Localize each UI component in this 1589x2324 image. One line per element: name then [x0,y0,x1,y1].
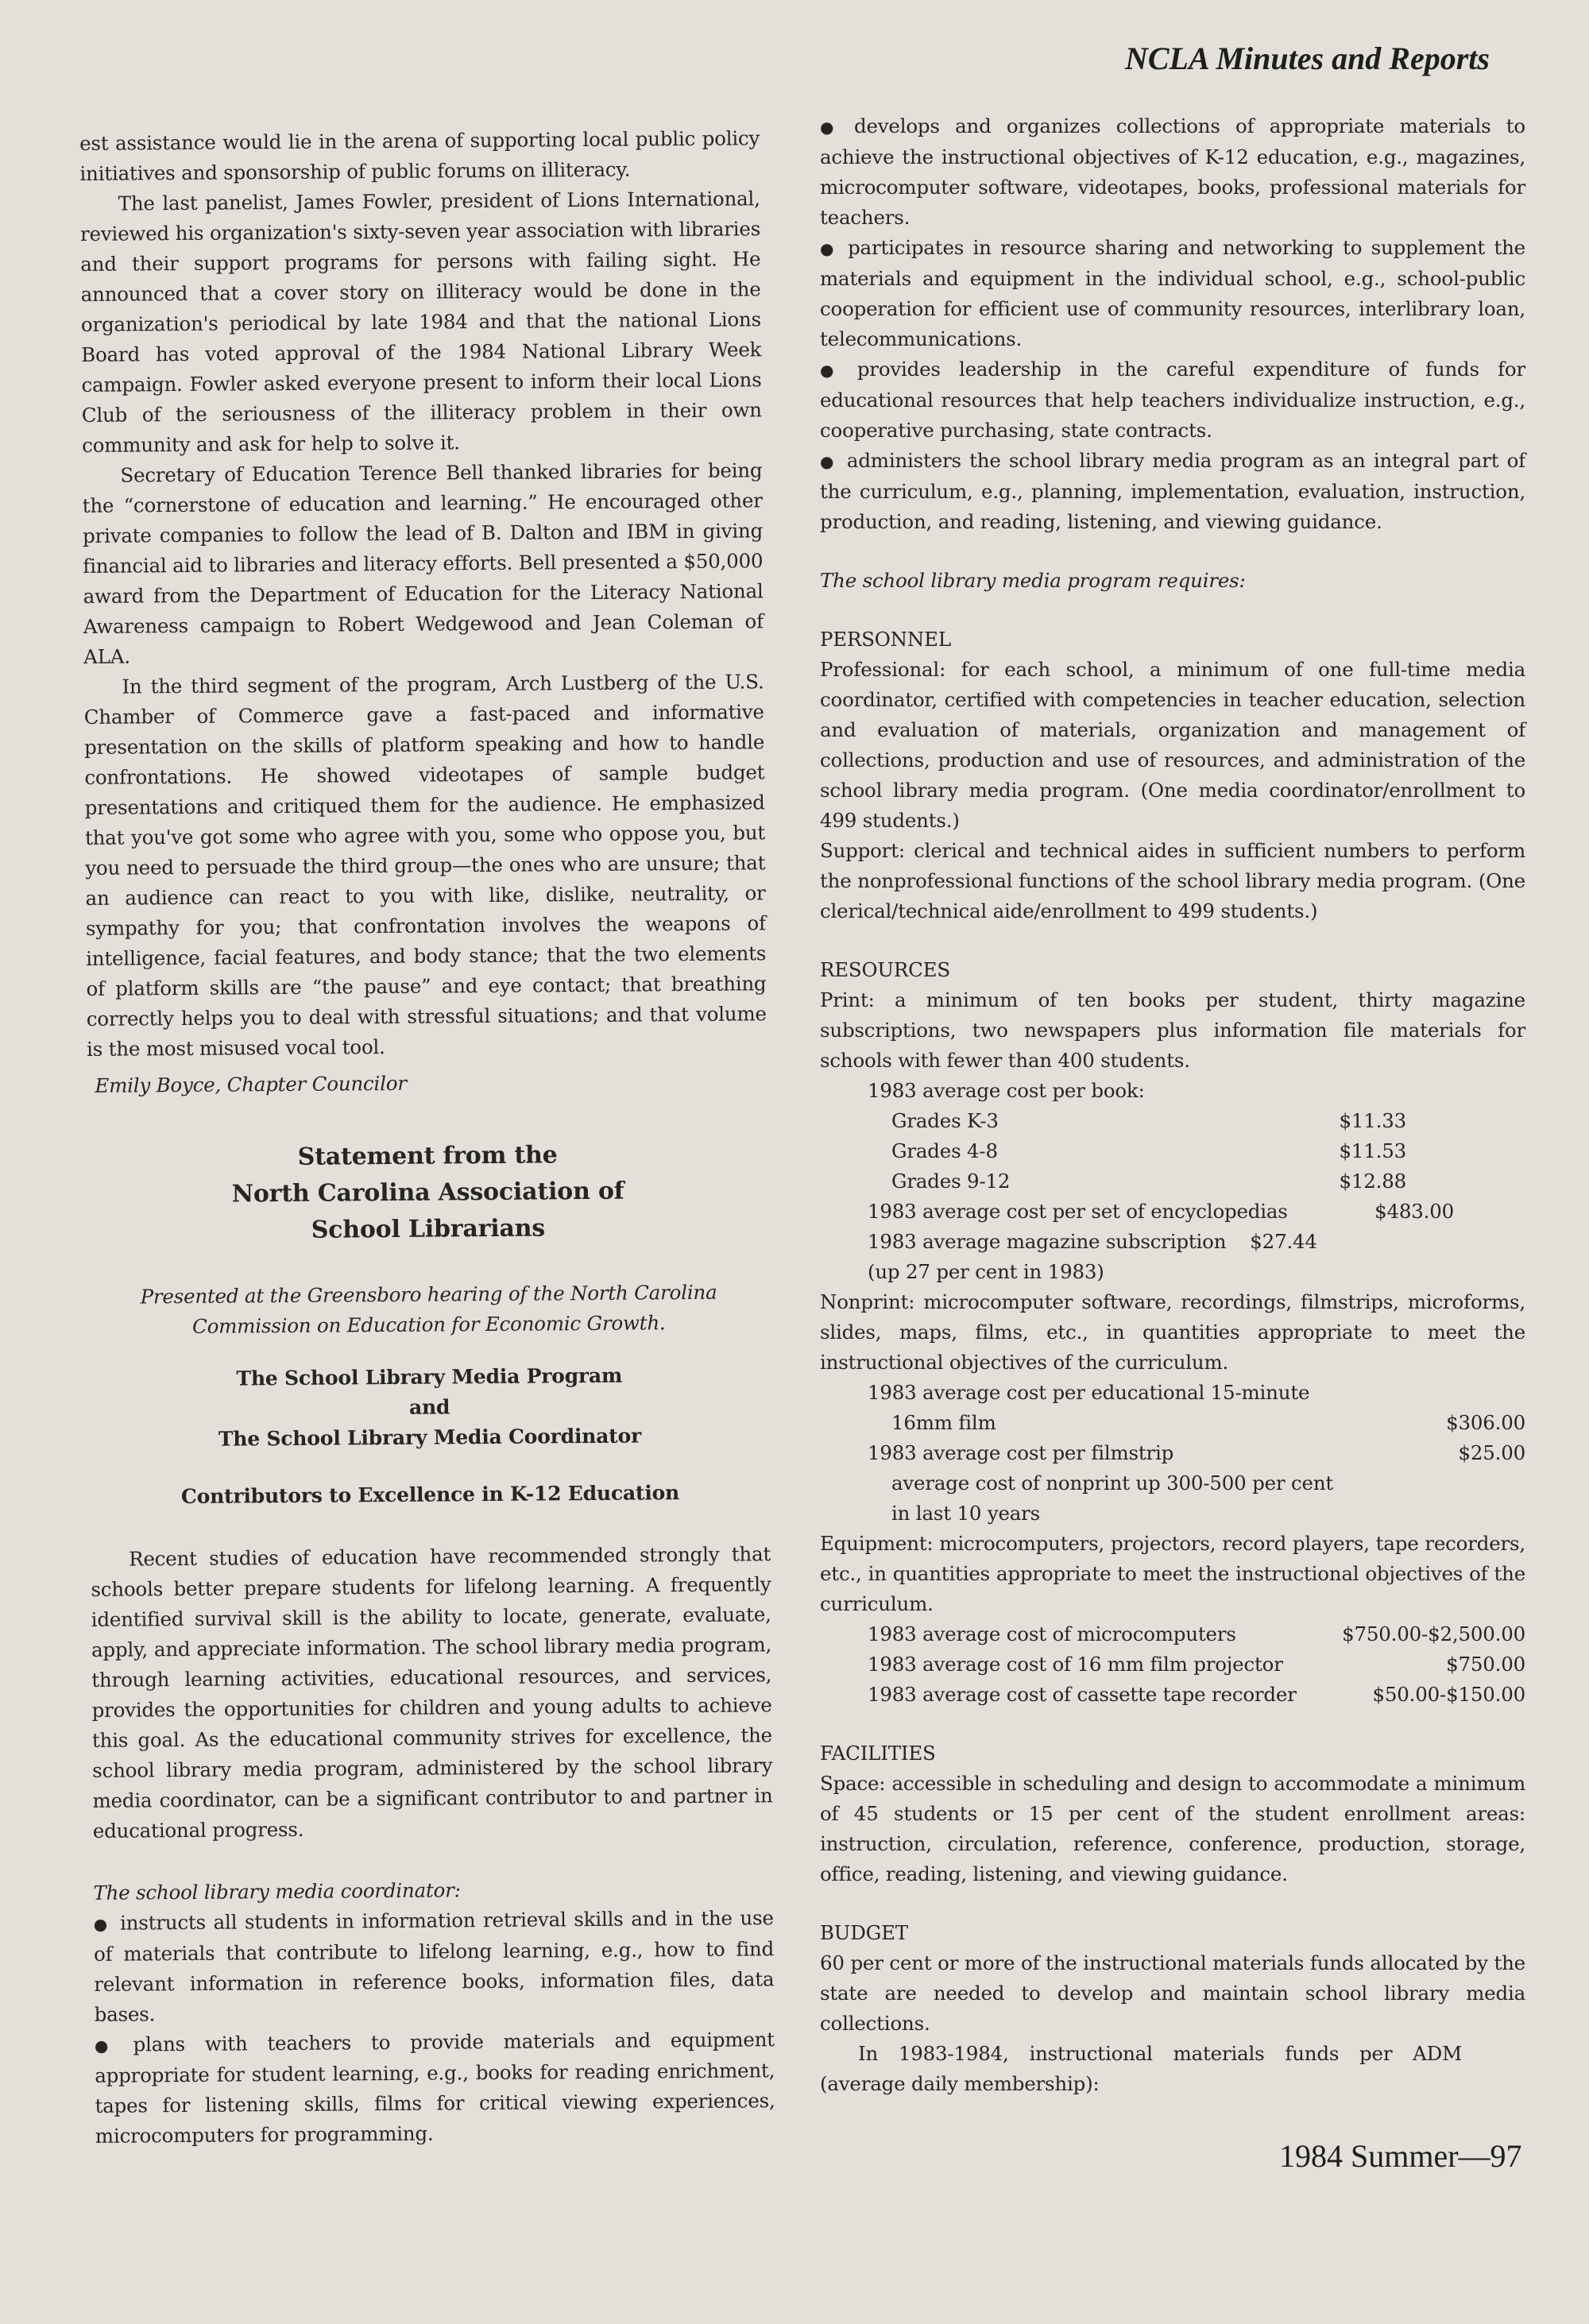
cost-item: 1983 average cost per set of encyclopedias [868,1200,1288,1223]
contributors-heading: Contributors to Excellence in K-12 Education [180,1481,680,1509]
cost-item: 1983 average magazine subscription [868,1230,1227,1253]
facilities-heading: FACILITIES [820,1742,936,1765]
bullet-item: ● plans with teachers to provide materials and equipment appropriate for student learning, e.g., books for reading enrichment, tapes for listening skills, films for critical viewing experiences, microcomputers for programming. [95,2024,775,2152]
paragraph: Space: accessible in scheduling and design to accommodate a minimum of 45 students or 15 per cent of the student enrollment areas: instruction, circulation, reference, conference, production, storage, office, reading, listening, and viewing guidance. [820,1772,1525,1885]
cost-row [820,1227,1525,1257]
cost-item: Grades 4-8 [891,1139,998,1162]
cost-item: 1983 average cost per filmstrip [868,1441,1174,1464]
subtitle-line: The School Library Media Program [236,1363,623,1390]
paragraph: Secretary of Education Terence Bell thanked libraries for being the “cornerstone of education and learning.” He encouraged other private companies to follow the lead of B. Dalton and IBM in giving financial aid to libraries and literacy efforts. Bell presented a $50,000 award from the Department of Education for the Literacy National Awareness campaign to Robert Wedgewood and Jean Coleman of ALA. [82,458,764,668]
cost-row [820,1619,1525,1649]
left-column [79,123,775,2152]
paragraph: 60 per cent or more of the instructional materials funds allocated by the state are needed to develop and maintain school library media collections. [820,1951,1525,2035]
cost-item: Grades K-3 [891,1109,999,1132]
paragraph: In 1983-1984, instructional materials funds per ADM (average daily membership): [820,2042,1462,2095]
resources-heading: RESOURCES [820,958,950,981]
program-subtitle [89,1359,770,1456]
paragraph: The last panelist, James Fowler, president of Lions International, reviewed his organization's sixty-seven year association with libraries and their support programs for persons with failing sight. He announced that a cover story on illiteracy would be done in the organization's periodical by late 1984 and that the national Lions Board has voted approval of the 1984 National Library Week campaign. Fowler asked everyone present to inform their local Lions Club of the seriousness of the illiteracy problem in their own community and ask for help to solve it. [79,187,762,457]
cost-value: $750.00-$2,500.00 [1342,1622,1525,1645]
paragraph: Equipment: microcomputers, projectors, record players, tape recorders, etc., in quantities appropriate to meet the instructional objectives of the curriculum. [820,1532,1525,1615]
cost-row [820,1136,1525,1166]
cost-row [820,1649,1525,1680]
coordinator-label: The school library media coordinator: [93,1878,461,1904]
cost-row [820,1197,1525,1227]
cost-label: 1983 average cost per book: [868,1079,1145,1102]
subtitle-line: and [408,1395,450,1419]
cost-row [820,1408,1525,1438]
cost-row [820,1166,1525,1197]
paragraph: Support: clerical and technical aides in sufficient numbers to perform the nonprofessional functions of the school library media program. (One clerical/technical aide/enrollment to 499 students.) [820,839,1525,922]
cost-value: $306.00 [1446,1411,1525,1434]
cost-note: average cost of nonprint up 300-500 per cent [891,1471,1334,1495]
paragraph: Professional: for each school, a minimum of one full-time media coordinator, certified with competencies in teacher education, selection and evaluation of materials, organization and management of collections, production and use of resources, and administration of the school library media program. (One media coordinator/enrollment to 499 students.) [820,658,1525,832]
cost-value: $25.00 [1458,1441,1525,1464]
cost-note: (up 27 per cent in 1983) [868,1260,1104,1283]
bullet-item: ● administers the school library media program as an integral part of the curriculum, e.g., planning, implementation, evaluation, instruction, production, and reading, listening, and viewing guidance. [820,446,1525,537]
cost-item: 16mm film [891,1411,996,1434]
personnel-heading: PERSONNEL [820,628,951,651]
running-header: NCLA Minutes and Reports [1124,41,1490,76]
cost-label: 1983 average cost per educational 15-minute [868,1381,1310,1404]
paragraph: In the third segment of the program, Arch Lustberg of the U.S. Chamber of Commerce gave a fast-paced and informative presentation on the skills of platform speaking and how to handle confrontations. He showed videotapes of sample budget presentations and critiqued them for the audience. He emphasized that you've got some who agree with you, some who oppose you, but you need to persuade the third group—the ones who are unsure; that an audience can react to you with like, dislike, neutrality, or sympathy for you; that confrontation involves the weapons of intelligence, facial features, and body stance; that the two elements of platform skills are “the pause” and eye contact; that breathing correctly helps you to deal with stressful situations; and that volume is the most misused vocal tool. [83,670,767,1061]
statement-title [87,1135,768,1251]
right-column [820,111,1525,2099]
cost-row [820,1106,1525,1136]
paragraph: Print: a minimum of ten books per student, thirty magazine subscriptions, two newspapers plus information file materials for schools with fewer than 400 students. [820,988,1525,1072]
bullet-item: ● develops and organizes collections of appropriate materials to achieve the instructional objectives of K-12 education, e.g., magazines, microcomputer software, videotapes, books, professional materials for teachers. [820,111,1525,233]
budget-heading: BUDGET [820,1921,908,1944]
cost-value: $11.33 [1339,1109,1406,1132]
paragraph: Recent studies of education have recommended strongly that schools better prepare students for lifelong learning. A frequently identified survival skill is the ability to locate, generate, evaluate, apply, and appreciate information. The school library media program, through learning activities, educational resources, and services, provides the opportunities for children and young adults to achieve this goal. As the educational community strives for excellence, the school library media program, administered by the school library media coordinator, can be a significant contributor to and partner in educational progress. [91,1542,773,1843]
cost-note: in last 10 years [891,1502,1041,1525]
title-line: Statement from the [297,1141,558,1171]
cost-value: $50.00-$150.00 [1372,1683,1525,1706]
cost-row [820,1438,1525,1468]
title-line: North Carolina Association of [231,1177,624,1208]
title-line: School Librarians [311,1214,546,1244]
subtitle-line: The School Library Media Coordinator [218,1424,642,1451]
bullet-item: ● participates in resource sharing and networking to supplement the materials and equipment in the individual school, e.g., school-public cooperation for efficient use of community resources, interlibrary loan, telecommunications. [820,233,1525,354]
paragraph: est assistance would lie in the arena of supporting local public policy initiatives and sponsorship of public forums on illiteracy. [79,126,760,185]
cost-value: $27.44 [1250,1230,1317,1253]
cost-item: 1983 average cost of cassette tape recorder [868,1683,1297,1706]
cost-value: $12.88 [1339,1170,1406,1193]
presented-note: Presented at the Greensboro hearing of the North Carolina Commission on Education for Economic Growth. [140,1280,717,1338]
author-signature: Emily Boyce, Chapter Councilor [95,1071,407,1097]
requires-label: The school library media program requires: [820,569,1246,592]
paragraph: Nonprint: microcomputer software, recordings, filmstrips, microforms, slides, maps, films, etc., in quantities appropriate to meet the instructional objectives of the curriculum. [820,1290,1525,1374]
page-footer: 1984 Summer—97 [1279,2138,1522,2174]
cost-value: $483.00 [1374,1200,1454,1223]
cost-item: 1983 average cost of microcomputers [868,1622,1236,1645]
bullet-item: ● provides leadership in the careful expenditure of funds for educational resources that help teachers individualize instruction, e.g., cooperative purchasing, state contracts. [820,354,1525,446]
cost-value: $11.53 [1339,1139,1406,1162]
cost-item: Grades 9-12 [891,1170,1011,1193]
cost-row [820,1680,1525,1710]
cost-value: $750.00 [1446,1653,1525,1676]
cost-item: 1983 average cost of 16 mm film projector [868,1653,1283,1676]
bullet-item: ● instructs all students in information retrieval skills and in the use of materials that contribute to lifelong learning, e.g., how to find relevant information in reference books, information files, data bases. [94,1903,775,2030]
